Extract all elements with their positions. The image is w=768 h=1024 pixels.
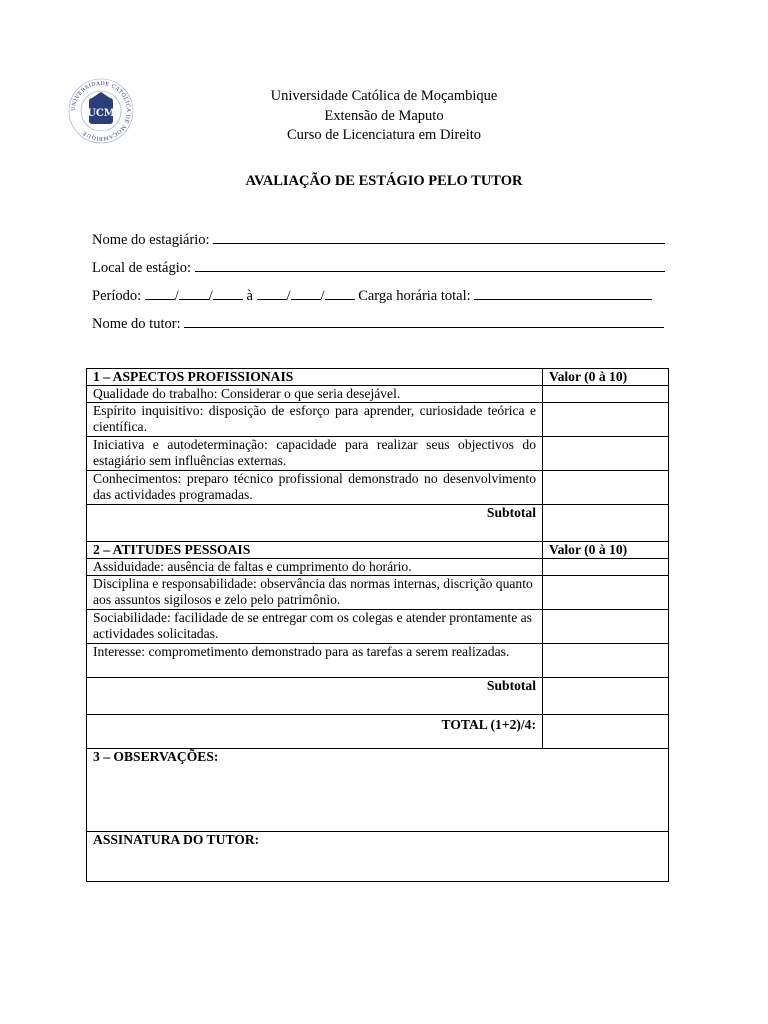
criterion-discipline: Disciplina e responsabilidade: observância das normas internas, discrição quanto aos assuntos sigilosos e zelo pelo patrimônio. [87, 576, 543, 610]
score-cell[interactable] [543, 403, 669, 437]
intern-name-line[interactable] [213, 228, 665, 244]
period-end-month-line[interactable] [291, 284, 321, 300]
period-end-day-line[interactable] [257, 284, 287, 300]
period-date-separator: / [286, 288, 291, 304]
criterion-work-quality: Qualidade do trabalho: Considerar o que seria desejável. [87, 386, 543, 403]
period-date-separator: / [174, 288, 179, 304]
section1-value-header: Valor (0 à 10) [543, 369, 669, 386]
score-cell[interactable] [543, 576, 669, 610]
section1-subtotal-cell[interactable] [543, 505, 669, 542]
total-hours-label: Carga horária total: [358, 288, 471, 304]
criterion-knowledge: Conhecimentos: preparo técnico profissional demonstrado no desenvolvimento das actividades programadas. [87, 471, 543, 505]
table-row [87, 559, 669, 576]
period-to-label: à [246, 288, 253, 304]
period-start-year-line[interactable] [213, 284, 243, 300]
table-row [87, 715, 669, 749]
period-date-separator: / [208, 288, 213, 304]
table-row [87, 437, 669, 471]
table-row [87, 505, 669, 542]
form-title: AVALIAÇÃO DE ESTÁGIO PELO TUTOR [245, 173, 523, 189]
internship-location-line[interactable] [195, 256, 665, 272]
logo-ring-text: UNIVERSIDADE CATÓLICA DE MOÇAMBIQUE [70, 80, 132, 142]
score-cell[interactable] [543, 610, 669, 644]
observations-label[interactable]: 3 – OBSERVAÇÕES: [87, 749, 669, 832]
section2-value-header: Valor (0 à 10) [543, 542, 669, 559]
table-row [87, 610, 669, 644]
internship-location-label: Local de estágio: [92, 260, 192, 276]
section2-subtotal-cell[interactable] [543, 678, 669, 715]
table-row [87, 678, 669, 715]
table-row [87, 471, 669, 505]
evaluation-table [86, 368, 669, 882]
extension-name: Extensão de Maputo [324, 108, 444, 124]
section1-header: 1 – ASPECTOS PROFISSIONAIS [87, 369, 543, 386]
intern-name-label: Nome do estagiário: [92, 232, 210, 248]
table-row [87, 542, 669, 559]
section1-subtotal-label: Subtotal [87, 505, 543, 542]
score-cell[interactable] [543, 471, 669, 505]
course-name: Curso de Licenciatura em Direito [286, 127, 482, 143]
criterion-inquisitive-spirit: Espírito inquisitivo: disposição de esforço para aprender, curiosidade teórica e científica. [87, 403, 543, 437]
criterion-interest: Interesse: comprometimento demonstrado para as tarefas a serem realizadas. [87, 644, 543, 678]
internship-location-field [92, 256, 665, 276]
period-end-year-line[interactable] [325, 284, 355, 300]
period-field [92, 284, 652, 304]
period-date-separator: / [320, 288, 325, 304]
total-cell[interactable] [543, 715, 669, 749]
criterion-initiative: Iniciativa e autodeterminação: capacidade para realizar seus objectivos do estagiário sem influências externas. [87, 437, 543, 471]
university-name: Universidade Católica de Moçambique [270, 88, 498, 104]
table-row [87, 576, 669, 610]
table-row [87, 386, 669, 403]
period-label: Período: [92, 288, 142, 304]
table-row [87, 369, 669, 386]
criterion-sociability: Sociabilidade: facilidade de se entregar com os colegas e atender prontamente as actividades solicitadas. [87, 610, 543, 644]
table-row [87, 403, 669, 437]
period-start-month-line[interactable] [179, 284, 209, 300]
tutor-signature-label[interactable]: ASSINATURA DO TUTOR: [87, 832, 669, 882]
intern-name-field [92, 228, 665, 248]
tutor-name-label: Nome do tutor: [92, 316, 181, 332]
score-cell[interactable] [543, 386, 669, 403]
period-start-day-line[interactable] [145, 284, 175, 300]
table-row [87, 749, 669, 832]
tutor-name-line[interactable] [184, 312, 664, 328]
tutor-name-field [92, 312, 664, 332]
criterion-attendance: Assiduidade: ausência de faltas e cumprimento do horário. [87, 559, 543, 576]
logo-monogram: UCM [87, 108, 115, 119]
section2-header: 2 – ATITUDES PESSOAIS [87, 542, 543, 559]
section2-subtotal-label: Subtotal [87, 678, 543, 715]
total-hours-line[interactable] [474, 284, 652, 300]
table-row [87, 832, 669, 882]
score-cell[interactable] [543, 437, 669, 471]
score-cell[interactable] [543, 644, 669, 678]
table-row [87, 644, 669, 678]
total-label: TOTAL (1+2)/4: [87, 715, 543, 749]
score-cell[interactable] [543, 559, 669, 576]
